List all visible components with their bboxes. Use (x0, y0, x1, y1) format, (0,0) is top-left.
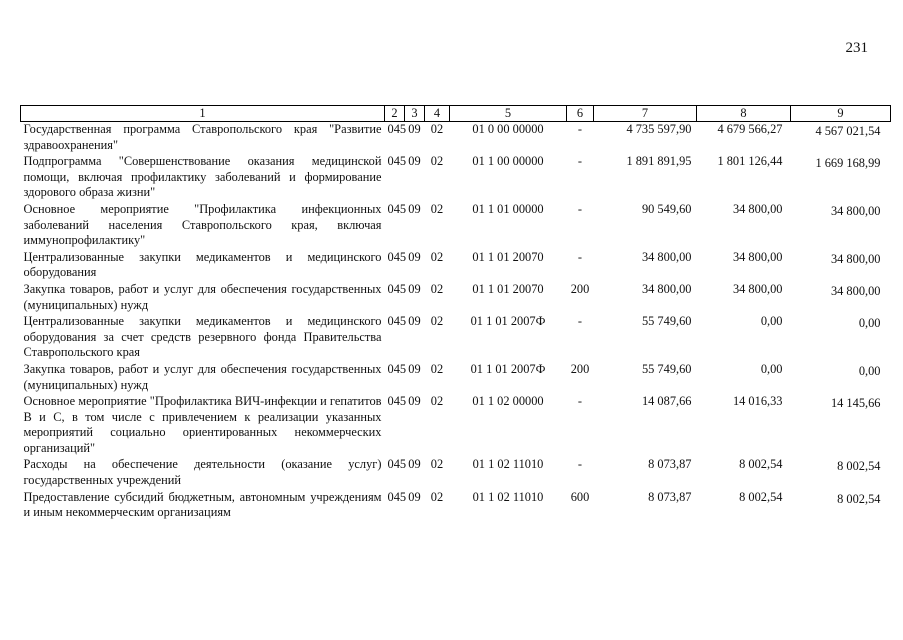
cell-amount-col9: 34 800,00 (830, 251, 881, 266)
cell-subsection: 02 (430, 122, 444, 136)
cell-amount-col7: 4 735 597,90 (626, 122, 692, 136)
item-name: Закупка товаров, работ и услуг для обеспечения государственных (муниципальных) нужд (23, 361, 382, 392)
header-row (21, 106, 891, 122)
cell-ministry-code: 045 (387, 201, 407, 216)
page-number: 231 (845, 40, 868, 56)
cell-amount-col7: 90 549,60 (641, 201, 692, 216)
cell-amount-col8: 34 800,00 (732, 249, 783, 264)
cell-target-article: 01 1 01 2007Ф (470, 314, 546, 329)
table-row (21, 154, 891, 202)
cell-amount-col8: 14 016,33 (732, 394, 783, 409)
item-name: Централизованные закупки медикаментов и медицинского оборудования (23, 249, 382, 280)
table-row (21, 490, 891, 522)
cell-section: 09 (408, 281, 421, 296)
cell-expense-type: 600 (570, 489, 590, 504)
cell-expense-type: 200 (570, 361, 590, 376)
cell-subsection: 02 (430, 394, 444, 409)
cell-amount-col7: 55 749,60 (641, 314, 692, 329)
cell-section: 09 (408, 489, 421, 504)
table-body (21, 122, 891, 522)
table-header (21, 106, 891, 122)
cell-subsection: 02 (430, 249, 444, 264)
cell-ministry-code: 045 (387, 154, 407, 169)
cell-amount-col7: 34 800,00 (641, 281, 692, 296)
cell-section: 09 (408, 154, 421, 169)
cell-amount-col7: 8 073,87 (648, 489, 692, 504)
cell-ministry-code: 045 (387, 489, 407, 504)
cell-amount-col8: 4 679 566,27 (717, 122, 783, 136)
col-header-5: 5 (450, 106, 567, 122)
item-name: Основное мероприятие "Профилактика инфекционных заболеваний населения Ставропольского края, включая иммунопрофилактику" (23, 201, 382, 248)
col-header-9: 9 (791, 106, 891, 122)
table-row (21, 250, 891, 282)
cell-amount-col8: 1 801 126,44 (717, 154, 783, 169)
table-row (21, 314, 891, 362)
cell-amount-col8: 0,00 (760, 361, 783, 376)
cell-section: 09 (408, 201, 421, 216)
item-name: Основное мероприятие "Профилактика ВИЧ-инфекции и гепатитов В и С, в том числе с привлечением к реализации указанных мероприятий социально ориентированных некоммерческих организаций" (23, 394, 382, 455)
col-header-8: 8 (697, 106, 791, 122)
cell-amount-col8: 8 002,54 (739, 489, 783, 504)
cell-amount-col9: 1 669 168,99 (815, 156, 881, 171)
cell-subsection: 02 (430, 457, 444, 472)
cell-target-article: 01 1 01 2007Ф (470, 361, 546, 376)
cell-subsection: 02 (430, 489, 444, 504)
cell-amount-col8: 8 002,54 (739, 457, 783, 472)
cell-target-article: 01 0 00 00000 (472, 122, 544, 136)
cell-amount-col9: 4 567 021,54 (815, 124, 881, 138)
cell-ministry-code: 045 (387, 361, 407, 376)
table-row (21, 362, 891, 394)
cell-amount-col9: 0,00 (858, 316, 881, 331)
cell-amount-col9: 34 800,00 (830, 283, 881, 298)
table-row (21, 122, 891, 155)
cell-amount-col9: 0,00 (858, 363, 881, 378)
cell-amount-col9: 8 002,54 (837, 459, 881, 474)
col-header-4: 4 (425, 106, 450, 122)
col-header-7: 7 (594, 106, 697, 122)
cell-amount-col7: 8 073,87 (648, 457, 692, 472)
cell-expense-type: - (577, 314, 583, 329)
cell-ministry-code: 045 (387, 281, 407, 296)
item-name: Подпрограмма "Совершенствование оказания медицинской помощи, включая профилактику заболеваний и формирование здорового образа жизни" (23, 154, 382, 200)
col-header-3: 3 (405, 106, 425, 122)
cell-amount-col7: 14 087,66 (641, 394, 692, 409)
cell-expense-type: - (577, 457, 583, 472)
cell-subsection: 02 (430, 281, 444, 296)
table-row (21, 282, 891, 314)
cell-amount-col9: 34 800,00 (830, 203, 881, 218)
cell-ministry-code: 045 (387, 122, 407, 136)
cell-amount-col9: 8 002,54 (837, 491, 881, 506)
item-name: Предоставление субсидий бюджетным, автономным учреждениям и иным некоммерческим организациям (23, 489, 382, 520)
cell-ministry-code: 045 (387, 394, 407, 409)
cell-amount-col9: 14 145,66 (830, 396, 881, 411)
item-name: Государственная программа Ставропольского края "Развитие здравоохранения" (23, 122, 382, 152)
item-name: Расходы на обеспечение деятельности (оказание услуг) государственных учреждений (23, 457, 382, 488)
cell-expense-type: - (577, 249, 583, 264)
table-row (21, 394, 891, 457)
table-row (21, 202, 891, 250)
cell-expense-type: - (577, 122, 583, 136)
cell-ministry-code: 045 (387, 457, 407, 472)
cell-section: 09 (408, 314, 421, 329)
cell-target-article: 01 1 01 20070 (472, 281, 544, 296)
cell-section: 09 (408, 394, 421, 409)
cell-target-article: 01 1 01 20070 (472, 249, 544, 264)
item-name: Централизованные закупки медикаментов и медицинского оборудования за счет средств резервного фонда Правительства Ставропольского края (23, 314, 382, 360)
cell-section: 09 (408, 122, 421, 136)
cell-section: 09 (408, 457, 421, 472)
cell-target-article: 01 1 01 00000 (472, 201, 544, 216)
cell-ministry-code: 045 (387, 249, 407, 264)
cell-subsection: 02 (430, 314, 444, 329)
cell-subsection: 02 (430, 201, 444, 216)
cell-expense-type: - (577, 201, 583, 216)
cell-section: 09 (408, 361, 421, 376)
cell-amount-col8: 34 800,00 (732, 281, 783, 296)
cell-expense-type: - (577, 394, 583, 409)
cell-amount-col8: 34 800,00 (732, 201, 783, 216)
table-row (21, 457, 891, 489)
cell-target-article: 01 1 02 11010 (472, 489, 544, 504)
col-header-2: 2 (385, 106, 405, 122)
cell-target-article: 01 1 02 00000 (472, 394, 544, 409)
cell-ministry-code: 045 (387, 314, 407, 329)
cell-expense-type: - (577, 154, 583, 169)
col-header-6: 6 (567, 106, 594, 122)
cell-amount-col7: 1 891 891,95 (626, 154, 692, 169)
cell-subsection: 02 (430, 361, 444, 376)
cell-amount-col7: 34 800,00 (641, 249, 692, 264)
cell-amount-col7: 55 749,60 (641, 361, 692, 376)
budget-table (20, 105, 891, 522)
cell-amount-col8: 0,00 (760, 314, 783, 329)
cell-target-article: 01 1 02 11010 (472, 457, 544, 472)
cell-subsection: 02 (430, 154, 444, 169)
item-name: Закупка товаров, работ и услуг для обеспечения государственных (муниципальных) нужд (23, 281, 382, 312)
cell-target-article: 01 1 00 00000 (472, 154, 544, 169)
cell-section: 09 (408, 249, 421, 264)
cell-expense-type: 200 (570, 281, 590, 296)
col-header-1: 1 (21, 106, 385, 122)
